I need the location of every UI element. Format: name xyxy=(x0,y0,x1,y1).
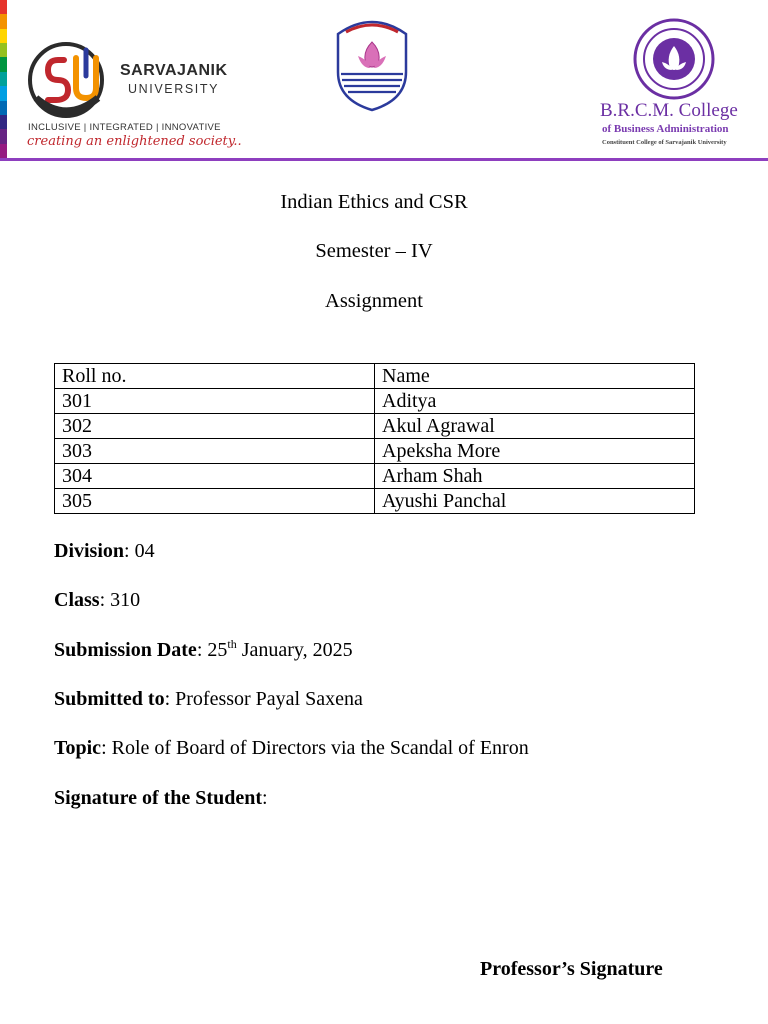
student-name-cell: Aditya xyxy=(375,389,695,414)
subject-title: Indian Ethics and CSR xyxy=(280,191,468,213)
topic-field xyxy=(54,737,529,760)
university-slogan: creating an enlightened society.. xyxy=(27,134,242,149)
student-signature-field xyxy=(54,787,268,810)
table-row xyxy=(55,489,695,514)
color-stripe-segment xyxy=(0,86,7,100)
roll-number-cell: 303 xyxy=(55,439,375,464)
column-header-name: Name xyxy=(375,364,695,389)
student-signature-label: Signature of the Student xyxy=(54,787,262,809)
submission-date-suffix: th xyxy=(227,637,237,651)
semester-title: Semester – IV xyxy=(315,240,433,262)
color-stripe-segment xyxy=(0,14,7,28)
color-stripe-segment xyxy=(0,101,7,115)
class-value: : 310 xyxy=(99,589,141,611)
submitted-to-field xyxy=(54,688,363,711)
color-stripe-segment xyxy=(0,115,7,129)
sarvajanik-university-logo xyxy=(26,40,118,120)
professor-signature-label: Professor’s Signature xyxy=(480,958,663,980)
college-subtitle: of Business Administration xyxy=(602,123,729,135)
submission-date-label: Submission Date xyxy=(54,639,197,661)
roll-number-cell: 304 xyxy=(55,464,375,489)
document-header xyxy=(0,0,768,162)
college-name: B.R.C.M. College xyxy=(600,100,738,121)
division-value: : 04 xyxy=(124,540,155,562)
color-stripe-segment xyxy=(0,72,7,86)
submission-date-rest: January, 2025 xyxy=(236,639,353,661)
submission-date-field xyxy=(54,639,353,662)
university-name: SARVAJANIK xyxy=(120,62,228,79)
brcm-college-logo xyxy=(628,18,720,100)
university-subtitle: UNIVERSITY xyxy=(128,82,220,96)
submitted-to-label: Submitted to xyxy=(54,688,165,710)
student-name-cell: Arham Shah xyxy=(375,464,695,489)
table-row xyxy=(55,439,695,464)
division-field xyxy=(54,540,155,563)
class-field xyxy=(54,589,140,612)
table-row xyxy=(55,464,695,489)
color-stripe-segment xyxy=(0,144,7,158)
table-row xyxy=(55,389,695,414)
class-label: Class xyxy=(54,589,100,611)
color-stripe-segment xyxy=(0,0,7,14)
table-row xyxy=(55,414,695,439)
student-name-cell: Apeksha More xyxy=(375,439,695,464)
color-stripe xyxy=(0,0,7,158)
topic-value: : Role of Board of Directors via the Scandal of Enron xyxy=(101,737,529,759)
division-label: Division xyxy=(54,540,125,562)
header-rule xyxy=(0,158,768,161)
student-name-cell: Ayushi Panchal xyxy=(375,489,695,514)
submitted-to-value: : Professor Payal Saxena xyxy=(164,688,363,710)
institution-emblem xyxy=(332,16,412,112)
document-type-title: Assignment xyxy=(325,290,423,312)
student-signature-value: : xyxy=(262,787,268,809)
submission-date-day: : 25 xyxy=(196,639,228,661)
college-constituent-note: Constituent College of Sarvajanik University xyxy=(602,139,727,146)
student-roster-table xyxy=(54,363,695,514)
color-stripe-segment xyxy=(0,57,7,71)
color-stripe-segment xyxy=(0,43,7,57)
roll-number-cell: 301 xyxy=(55,389,375,414)
student-name-cell: Akul Agrawal xyxy=(375,414,695,439)
column-header-roll: Roll no. xyxy=(55,364,375,389)
university-tagline: INCLUSIVE | INTEGRATED | INNOVATIVE xyxy=(28,122,221,133)
table-header-row xyxy=(55,364,695,389)
color-stripe-segment xyxy=(0,29,7,43)
roll-number-cell: 305 xyxy=(55,489,375,514)
topic-label: Topic xyxy=(54,737,102,759)
color-stripe-segment xyxy=(0,129,7,143)
roll-number-cell: 302 xyxy=(55,414,375,439)
